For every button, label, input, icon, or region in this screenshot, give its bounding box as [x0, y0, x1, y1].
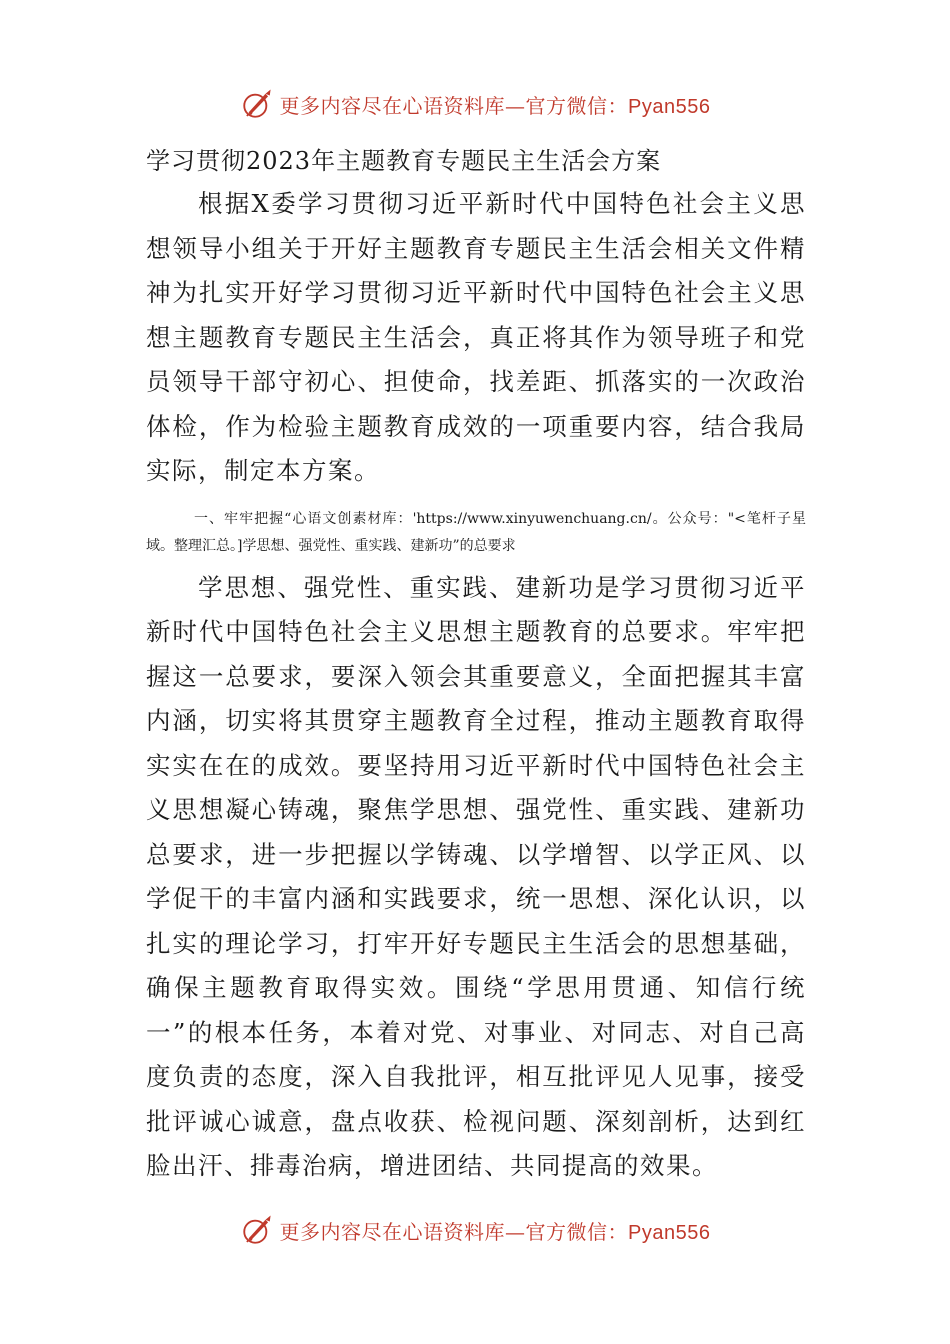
section-1-heading: 一、牢牢把握“心语文创素材库：'https://www.xinyuwenchuang.cn/。公众号："<笔杆子星域。整理汇总。]学思想、强党性、重实践、建新功”的总要求	[146, 510, 806, 554]
banner-main-text: 更多内容尽在心语资料库	[279, 1219, 506, 1244]
banner-separator: —	[505, 1219, 526, 1244]
document-title: 学习贯彻2023年主题教育专题民主生活会方案	[146, 147, 662, 175]
banner-contact-text: 官方微信：Pyan556	[525, 1221, 711, 1244]
quill-pen-logo-icon	[240, 87, 274, 121]
intro-paragraph: 根据X委学习贯彻习近平新时代中国特色社会主义思想领导小组关于开好主题教育专题民主生活会相关文件精神为扎实开好学习贯彻习近平新时代中国特色社会主义思想主题教育专题民主生活会，真正将其作为领导班子和党员领导干部守初心、担使命，找差距、抓落实的一次政治体检，作为检验主题教育成效的一项重要内容，结合我局实际，制定本方案。	[146, 189, 806, 485]
banner-text	[280, 1216, 711, 1245]
footer-banner	[0, 1206, 950, 1254]
banner-text	[280, 90, 711, 119]
section-1-paragraph: 学思想、强党性、重实践、建新功是学习贯彻习近平新时代中国特色社会主义思想主题教育的总要求。牢牢把握这一总要求，要深入领会其重要意义，全面把握其丰富内涵，切实将其贯穿主题教育全过程，推动主题教育取得实实在在的成效。要坚持用习近平新时代中国特色社会主义思想凝心铸魂，聚焦学思想、强党性、重实践、建新功总要求，进一步把握以学铸魂、以学增智、以学正风、以学促干的丰富内涵和实践要求，统一思想、深化认识，以扎实的理论学习，打牢开好专题民主生活会的思想基础，确保主题教育取得实效。围绕“学思用贯通、知信行统一”的根本任务，本着对党、对事业、对同志、对自己高度负责的态度，深入自我批评，相互批评见人见事，接受批评诚心诚意，盘点收获、检视问题、深刻剖析，达到红脸出汗、排毒治病，增进团结、共同提高的效果。	[146, 572, 806, 1180]
banner-main-text: 更多内容尽在心语资料库	[279, 93, 506, 118]
document-body	[146, 142, 806, 1189]
banner-separator: —	[505, 93, 526, 118]
header-banner	[0, 80, 950, 128]
quill-pen-logo-icon	[240, 1213, 274, 1247]
banner-contact-text: 官方微信：Pyan556	[525, 95, 711, 118]
